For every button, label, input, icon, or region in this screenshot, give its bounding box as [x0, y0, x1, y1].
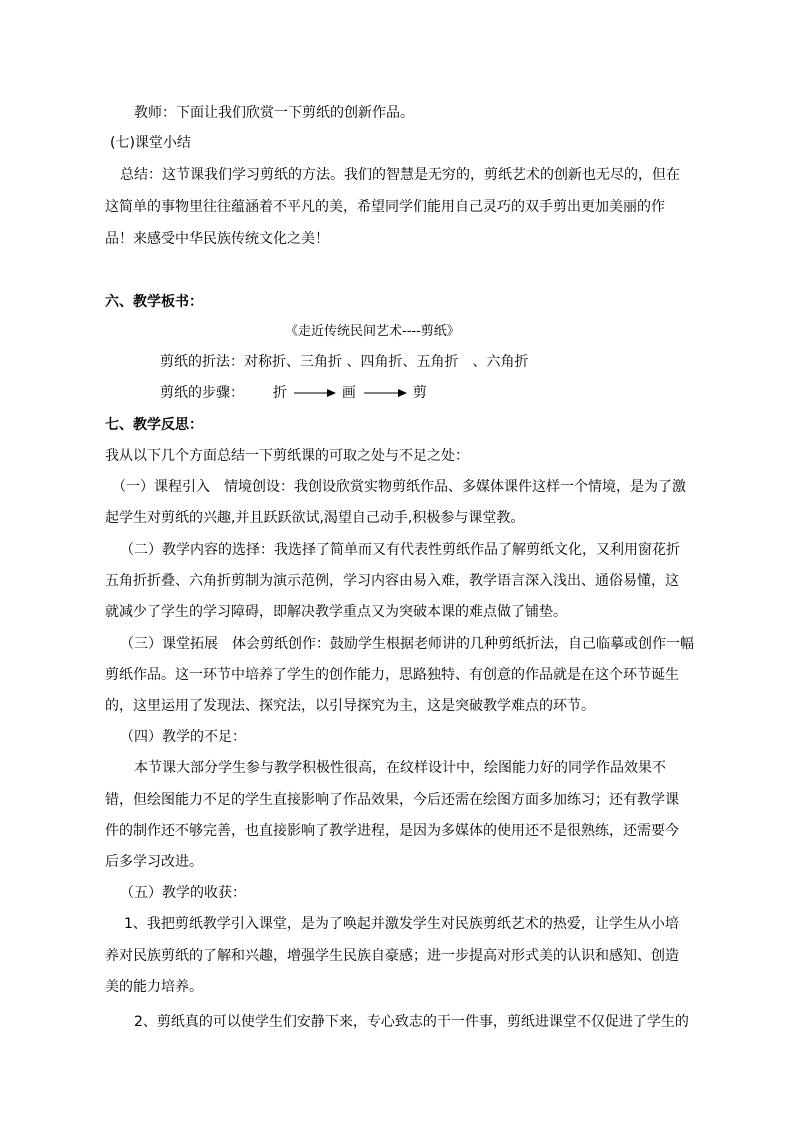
reflection-line: 2、剪纸真的可以使学生们安静下来，专心致志的干一件事，剪纸进课堂不仅促进了学生的 — [134, 1014, 689, 1030]
subsection-shortcomings-heading: （四）教学的不足： — [120, 729, 246, 745]
summary-line-3: 品！来感受中华民族传统文化之美！ — [105, 231, 329, 247]
reflection-line: 的，这里运用了发现法、探究法，以引导探究为主，这是突破教学难点的环节。 — [105, 698, 595, 714]
section-6-heading: 六、教学板书： — [105, 294, 203, 310]
arrow-right-icon — [360, 388, 408, 398]
reflection-line: （一）课程引入 情境创设：我创设欣赏实物剪纸作品、多媒体课件这样一个情境，是为了激 — [112, 479, 686, 495]
reflection-line: 五角折折叠、六角折剪制为演示范例，学习内容由易入难，教学语言深入浅出、通俗易懂，这 — [105, 573, 679, 589]
subsection-7-heading: (七)课堂小结 — [110, 135, 191, 151]
steps-label: 剪纸的步骤： — [160, 385, 244, 401]
reflection-line: 养对民族剪纸的了解和兴趣，增强学生民族自豪感；进一步提高对形式美的认识和感知、创造 — [105, 948, 679, 964]
summary-line-1: 总结：这节课我们学习剪纸的方法。我们的智慧是无穷的，剪纸艺术的创新也无尽的，但在 — [120, 167, 680, 183]
reflection-line: 本节课大部分学生参与教学积极性很高，在纹样设计中，绘图能力好的同学作品效果不 — [134, 760, 666, 776]
reflection-line: 错，但绘图能力不足的学生直接影响了作品效果，今后还需在绘图方面多加练习；还有教学课 — [105, 792, 679, 808]
reflection-line: 起学生对剪纸的兴趣,并且跃跃欲试,渴望自己动手,积极参与课堂教。 — [105, 510, 525, 526]
reflection-line: （三）课堂拓展 体会剪纸创作：鼓励学生根据老师讲的几种剪纸折法，自己临摹或创作一幅 — [120, 636, 694, 652]
summary-line-2: 这简单的事物里往往蕴涵着不平凡的美，希望同学们能用自己灵巧的双手剪出更加美丽的作 — [105, 199, 665, 215]
reflection-line: 1、我把剪纸教学引入课堂，是为了唤起并激发学生对民族剪纸艺术的热爱，让学生从小培 — [124, 916, 679, 932]
step-draw: 画 — [341, 385, 356, 401]
section-7-heading: 七、教学反思： — [105, 417, 203, 433]
reflection-line: 就减少了学生的学习障碍，即解决教学重点又为突破本课的难点做了铺垫。 — [105, 604, 567, 620]
reflection-line: 件的制作还不够完善，也直接影响了教学进程，是因为多媒体的使用还不是很熟练，还需要今 — [105, 823, 679, 839]
step-fold: 折 — [272, 385, 287, 401]
teacher-line: 教师：下面让我们欣赏一下剪纸的创新作品。 — [134, 105, 414, 121]
cutting-steps — [160, 383, 427, 403]
step-cut: 剪 — [412, 385, 427, 401]
reflection-line: 美的能力培养。 — [105, 979, 203, 995]
fold-methods: 剪纸的折法：对称折、三角折 、四角折、五角折 、六角折 — [160, 354, 529, 370]
arrow-right-icon — [291, 388, 337, 398]
reflection-intro: 我从以下几个方面总结一下剪纸课的可取之处与不足之处： — [105, 448, 469, 464]
board-title: 《走近传统民间艺术----剪纸》 — [285, 324, 460, 339]
reflection-line: （二）教学内容的选择：我选择了简单而又有代表性剪纸作品了解剪纸文化，又利用窗花折 — [120, 542, 680, 558]
reflection-line: 剪纸作品。这一环节中培养了学生的创作能力，思路独特、有创意的作品就是在这个环节诞生 — [105, 667, 679, 683]
subsection-gains-heading: （五）教学的收获： — [120, 885, 246, 901]
reflection-line: 后多学习改进。 — [105, 854, 203, 870]
